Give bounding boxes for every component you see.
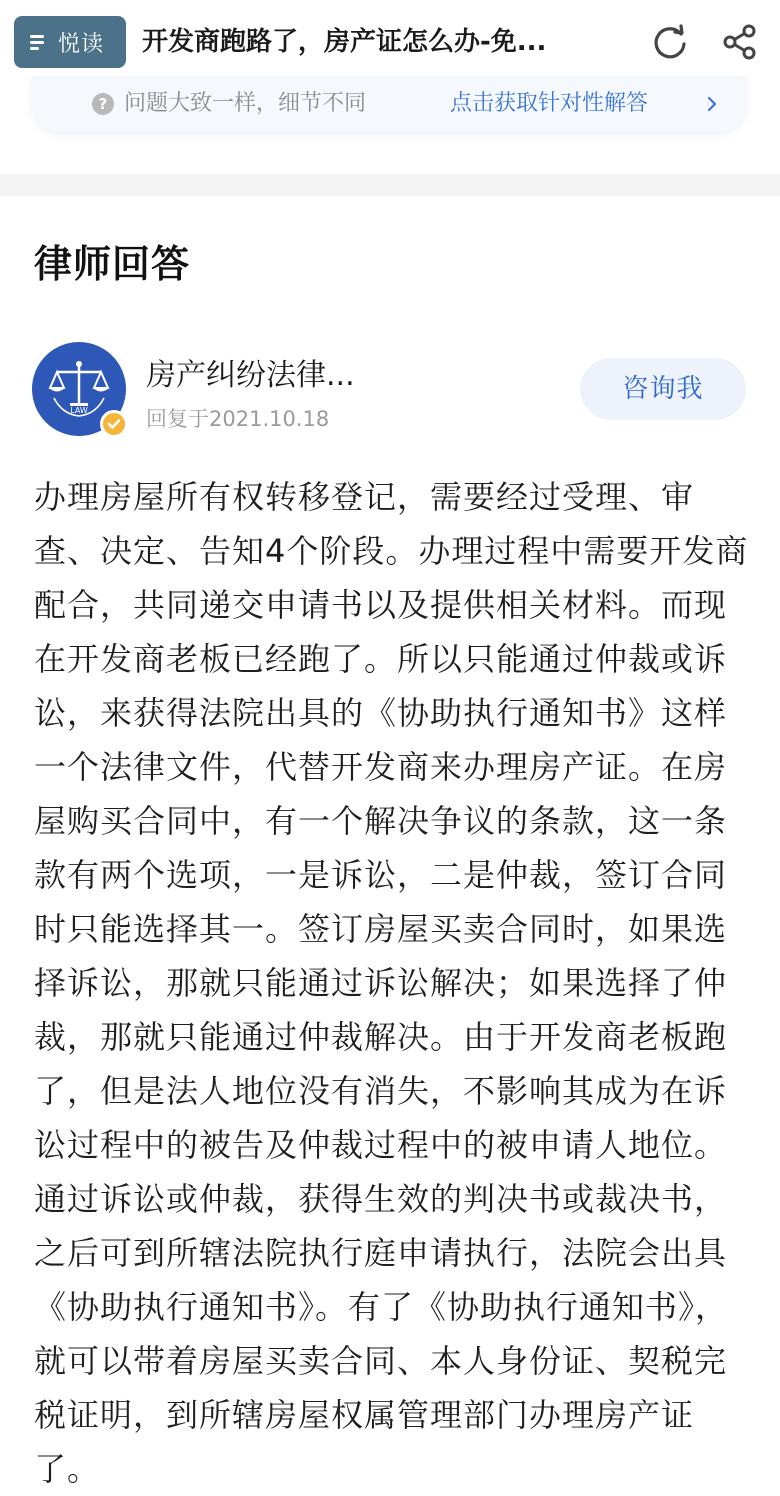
chevron-right-icon xyxy=(704,96,720,112)
share-icon[interactable] xyxy=(718,20,762,64)
section-divider xyxy=(0,174,780,196)
verified-badge-icon xyxy=(100,410,128,438)
section-title: 律师回答 xyxy=(34,242,191,286)
hint-text: 问题大致一样，细节不同 xyxy=(124,91,367,116)
hint-bar[interactable] xyxy=(32,76,746,132)
lawyer-name[interactable]: 房产纠纷法律... xyxy=(146,358,355,393)
question-circle-icon: ? xyxy=(92,93,114,115)
reader-mode-button[interactable] xyxy=(14,16,126,68)
page-title: 开发商跑路了，房产证怎么办-免... xyxy=(142,27,547,57)
menu-icon xyxy=(30,34,48,50)
reply-date: 回复于2021.10.18 xyxy=(146,407,330,431)
svg-text:LAW: LAW xyxy=(70,406,88,415)
top-bar xyxy=(0,0,780,84)
reader-mode-label: 悦读 xyxy=(58,31,105,57)
answer-text: 办理房屋所有权转移登记，需要经过受理、审查、决定、告知4个阶段。办理过程中需要开发商配合，共同递交申请书以及提供相关材料。而现在开发商老板已经跑了。所以只能通过仲裁或诉讼，来获得法院出具的《协助执行通知书》这样一个法律文件，代替开发商来办理房产证。在房屋购买合同中，有一个解决争议的条款，这一条款有两个选项，一是诉讼，二是仲裁，签订合同时只能选择其一。签订房屋买卖合同时，如果选择诉讼，那就只能通过诉讼解决；如果选择了仲裁，那就只能通过仲裁解决。由于开发商老板跑了，但是法人地位没有消失，不影响其成为在诉讼过程中的被告及仲裁过程中的被申请人地位。通过诉讼或仲裁，获得生效的判决书或裁决书，之后可到所辖法院执行庭申请执行，法院会出具《协助执行通知书》。有了《协助执行通知书》，就可以带着房屋买卖合同、本人身份证、契税完税证明，到所辖房屋权属管理部门办理房产证了。 xyxy=(34,478,749,1488)
targeted-answer-link[interactable]: 点击获取针对性解答 xyxy=(450,91,649,116)
refresh-icon[interactable] xyxy=(648,20,692,64)
consult-button[interactable]: 咨询我 xyxy=(580,358,746,420)
